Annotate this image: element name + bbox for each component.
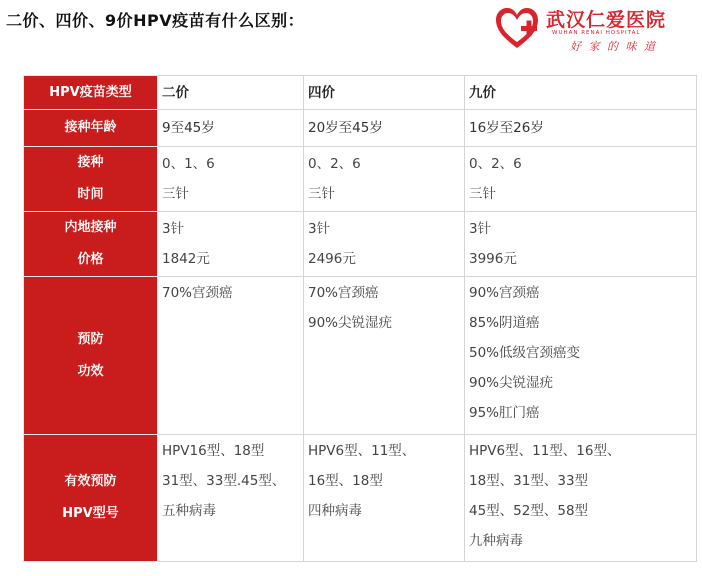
cell-line: 五种病毒 xyxy=(162,503,216,519)
cell-line: 3996元 xyxy=(469,251,517,267)
table-row-hpv-types xyxy=(24,435,697,562)
row-label-line: 价格 xyxy=(77,252,104,267)
hospital-name: 武汉仁爱医院 xyxy=(546,9,667,31)
row-label-line: HPV型号 xyxy=(62,506,119,521)
cell-age-nonavalent: 16岁至26岁 xyxy=(465,110,697,147)
hpv-comparison-table xyxy=(23,75,697,562)
cell-line: 九种病毒 xyxy=(469,533,523,549)
row-label-schedule xyxy=(24,147,158,212)
cell-line: HPV6型、11型、16型、 xyxy=(469,443,621,459)
cell-types-quadrivalent xyxy=(304,435,465,562)
row-label-line: 功效 xyxy=(77,363,104,379)
cell-line: 0、2、6 xyxy=(469,156,522,172)
cell-line: 0、1、6 xyxy=(162,156,215,172)
cell-line: 70%宫颈癌 xyxy=(308,285,379,301)
cell-line: 三针 xyxy=(469,186,496,202)
cell-schedule-bivalent xyxy=(158,147,304,212)
cell-line: 三针 xyxy=(162,186,189,202)
cell-line: 90%宫颈癌 xyxy=(469,285,540,301)
row-label-vaccine-type: HPV疫苗类型 xyxy=(24,76,158,110)
cell-price-nonavalent xyxy=(465,212,697,277)
table-row-schedule xyxy=(24,147,697,212)
cell-types-nonavalent xyxy=(465,435,697,562)
table-row-efficacy xyxy=(24,277,697,435)
cell-efficacy-bivalent xyxy=(158,277,304,435)
row-label-line: 内地接种 xyxy=(64,220,117,235)
cell-price-bivalent xyxy=(158,212,304,277)
cell-schedule-nonavalent xyxy=(465,147,697,212)
cell-line: 31型、33型.45型、 xyxy=(162,473,286,489)
cell-line: 90%尖锐湿疣 xyxy=(469,375,554,391)
col-header-nonavalent: 九价 xyxy=(465,76,697,110)
row-label-line: 时间 xyxy=(77,187,104,202)
cell-line: 1842元 xyxy=(162,251,210,267)
cell-line: 三针 xyxy=(308,186,335,202)
heart-cross-logo-icon xyxy=(494,6,540,52)
cell-line: 3针 xyxy=(308,221,331,237)
cell-efficacy-quadrivalent xyxy=(304,277,465,435)
cell-line: 70%宫颈癌 xyxy=(162,285,233,301)
hospital-slogan: 好 家 的 味 道 xyxy=(570,40,657,53)
row-label-line: 接种 xyxy=(77,155,104,170)
cell-age-bivalent: 9至45岁 xyxy=(158,110,304,147)
row-label-price xyxy=(24,212,158,277)
table-row-age xyxy=(24,110,697,147)
row-label-hpv-types xyxy=(24,435,158,562)
cell-schedule-quadrivalent xyxy=(304,147,465,212)
page-title: 二价、四价、9价HPV疫苗有什么区别： xyxy=(6,11,305,30)
row-label-efficacy xyxy=(24,277,158,435)
cell-line: HPV6型、11型、 xyxy=(308,443,416,459)
cell-line: 90%尖锐湿疣 xyxy=(308,315,393,331)
cell-line: 3针 xyxy=(162,221,185,237)
cell-line: 四种病毒 xyxy=(308,503,362,519)
cell-line: 16型、18型 xyxy=(308,473,383,489)
cell-age-quadrivalent: 20岁至45岁 xyxy=(304,110,465,147)
cell-line: 50%低级宫颈癌变 xyxy=(469,345,581,361)
hospital-logo xyxy=(494,4,694,56)
cell-types-bivalent xyxy=(158,435,304,562)
col-header-bivalent: 二价 xyxy=(158,76,304,110)
table-row-price xyxy=(24,212,697,277)
cell-line: 0、2、6 xyxy=(308,156,361,172)
cell-line: 45型、52型、58型 xyxy=(469,503,589,519)
row-label-age: 接种年龄 xyxy=(24,110,158,147)
col-header-quadrivalent: 四价 xyxy=(304,76,465,110)
row-label-line: 预防 xyxy=(77,331,104,347)
hospital-english-name: WUHAN RENAI HOSPITAL xyxy=(552,30,641,36)
cell-efficacy-nonavalent xyxy=(465,277,697,435)
row-label-line: 有效预防 xyxy=(64,474,117,489)
cell-line: 2496元 xyxy=(308,251,356,267)
cell-line: 95%肛门癌 xyxy=(469,405,540,421)
cell-line: 18型、31型、33型 xyxy=(469,473,589,489)
cell-line: 3针 xyxy=(469,221,492,237)
cell-line: HPV16型、18型 xyxy=(162,443,265,459)
cell-price-quadrivalent xyxy=(304,212,465,277)
table-row-header xyxy=(24,76,697,110)
cell-line: 85%阴道癌 xyxy=(469,315,540,331)
